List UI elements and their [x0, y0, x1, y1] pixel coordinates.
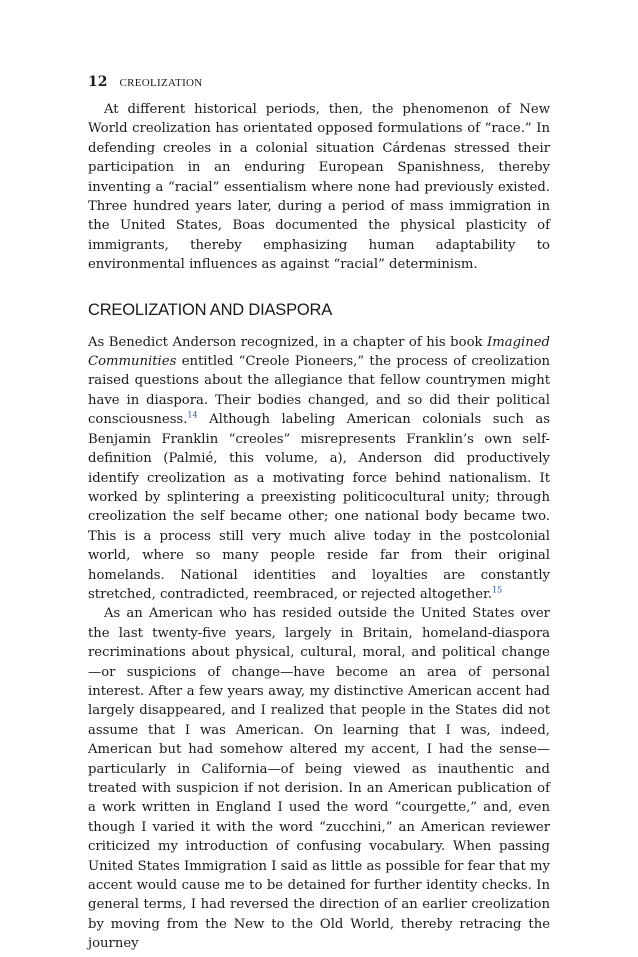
running-title: CREOLIZATION: [119, 77, 203, 89]
book-title: Imagined Communities: [88, 334, 550, 370]
footnote-ref-15[interactable]: 15: [492, 585, 503, 595]
paragraph-2-text-b: entitled “Creole Pioneers,” the process of creolization raised questions about the allegiance that fellow countrymen might have in diaspora. Their bodies changed, and so did their political consciousness.: [88, 354, 550, 428]
page-number: 12: [88, 74, 108, 90]
paragraph-2: [88, 333, 550, 605]
running-head: [88, 74, 550, 98]
paragraph-3: As an American who has resided outside the United States over the last twenty-five years, largely in Britain, homeland-diaspora recriminations about physical, cultural, moral, and political change—or suspicions of change—have become an area of personal interest. After a few years away, my distinctive American accent had largely disappeared, and I realized that people in the States did not assume that I was American. On learning that I was, indeed, American but had somehow altered my accent, I had the sense—particularly in California—of being viewed as inauthentic and treated with suspicion if not derision. In an American publication of a work written in England I used the word “courgette,” and, even though I varied it with the word “zucchini,” an American reviewer criticized my introduction of confusing vocabulary. When passing United States Immigration I said as little as possible for fear that my accent would cause me to be detained for further identity checks. In general terms, I had reversed the direction of an earlier creolization by moving from the New to the Old World, thereby retracing the journey: [88, 606, 550, 952]
section-heading: CREOLIZATION AND DIASPORA: [88, 300, 333, 319]
paragraph-2-text-c: Although labeling American colonials such as Benjamin Franklin “creoles” misrepresents Franklin’s own self-definition (Palmié, this volume, a), Anderson did productively identify creolization as a motivating force behind nationalism. It worked by splintering a preexisting politicocultural unity; through creolization the self became other; one national body became two. This is a process still very much alive today in the postcolonial world, where so many people reside far from their original homelands. National identities and loyalties are constantly stretched, contradicted, reembraced, or rejected altogether.: [88, 412, 550, 602]
footnote-ref-14[interactable]: 14: [187, 410, 198, 420]
book-page: [88, 74, 550, 954]
paragraph-1: At different historical periods, then, the phenomenon of New World creolization has orientated opposed formulations of “race.” In defending creoles in a colonial situation Cárdenas stressed their participation in an enduring European Spanishness, thereby inventing a “racial” essentialism where none had previously existed. Three hundred years later, during a period of mass immigration in the United States, Boas documented the physical plasticity of immigrants, thereby emphasizing human adaptability to environmental influences as against “racial” determinism.: [88, 102, 550, 273]
paragraph-2-text-a: As Benedict Anderson recognized, in a chapter of his book: [88, 334, 488, 350]
